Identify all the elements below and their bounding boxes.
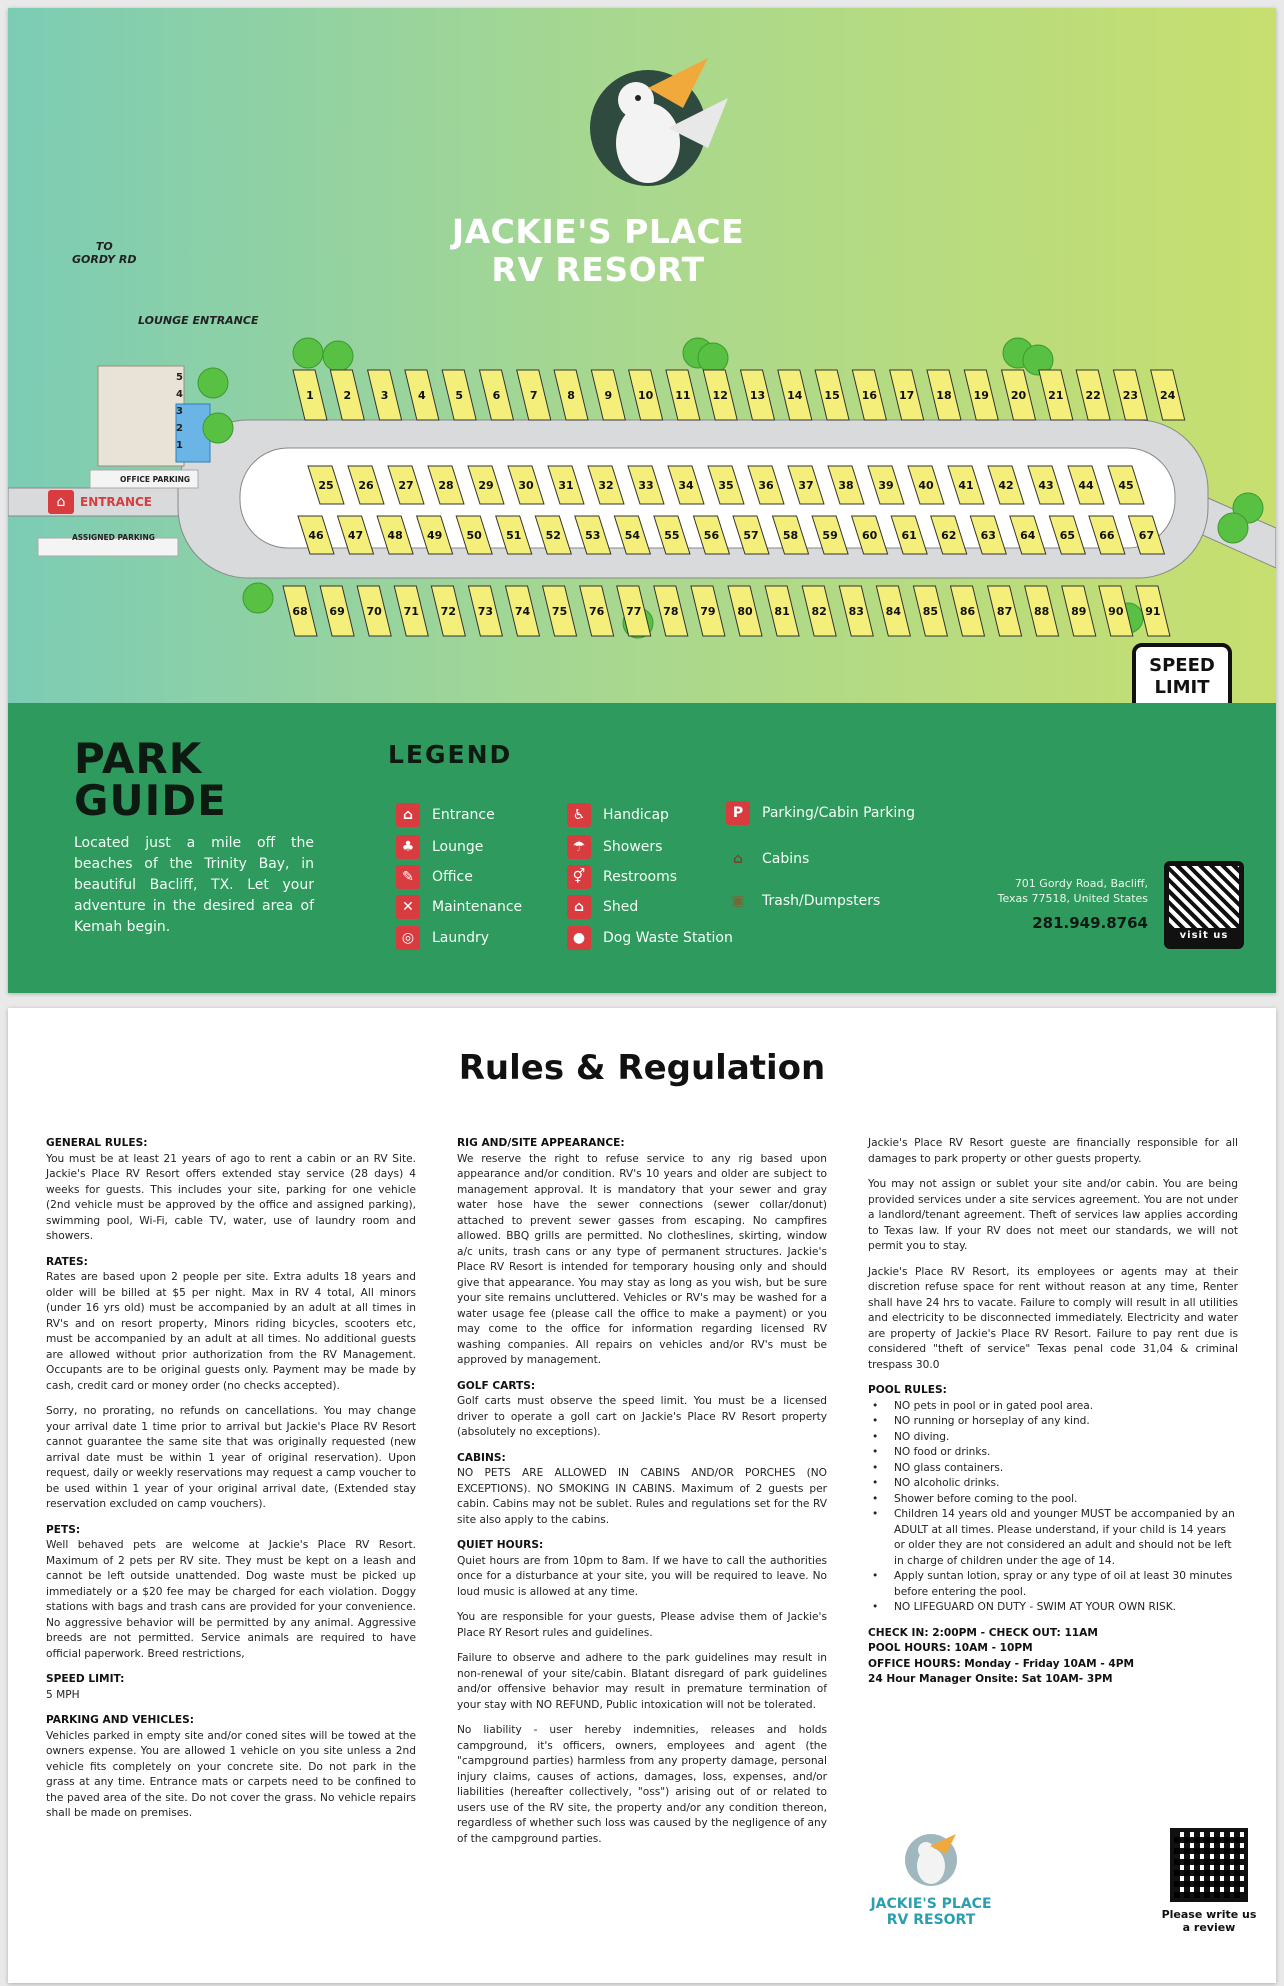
legend-item bbox=[726, 846, 809, 872]
legend-label: Trash/Dumpsters bbox=[762, 893, 881, 909]
to-gordy-rd-label bbox=[72, 240, 137, 266]
rv-site-number: 14 bbox=[787, 389, 803, 402]
rv-site-number: 9 bbox=[604, 389, 613, 402]
office-icon: ✎ bbox=[396, 865, 420, 889]
rv-site-number: 56 bbox=[703, 529, 720, 542]
rv-site bbox=[1002, 370, 1036, 420]
speed-limit-heading: SPEED LIMIT: bbox=[46, 1673, 125, 1685]
dog-waste-icon: ● bbox=[567, 926, 591, 950]
rv-site-number: 7 bbox=[529, 389, 538, 402]
rv-site bbox=[1151, 370, 1185, 420]
rv-site-number: 80 bbox=[737, 605, 753, 618]
rig-heading: RIG AND/SITE APPEARANCE: bbox=[457, 1137, 625, 1149]
legend-item bbox=[396, 802, 495, 828]
legend-item bbox=[396, 834, 483, 860]
rv-site bbox=[654, 586, 688, 636]
rv-site-number: 4 bbox=[418, 389, 426, 402]
rv-site bbox=[357, 586, 391, 636]
legend-item bbox=[567, 864, 677, 890]
rv-site-number: 30 bbox=[518, 479, 534, 492]
phone-number[interactable]: 281.949.8764 bbox=[1032, 914, 1148, 932]
address bbox=[968, 876, 1148, 906]
parking-text: Vehicles parked in empty site and/or coned sites will be towed at the owners expense. You are allowed 1 vehicle on you site unless a 2nd vehicle fits completely on your concrete site. Do not park in the grass at any time. Entrance mats or carpets need to be confined to the paved area of the site. Do not cover the grass. No vehicle repairs shall be made on premises. bbox=[46, 1729, 416, 1819]
pets-text: Well behaved pets are welcome at Jackie's Place RV Resort. Maximum of 2 pets per RV site. They must be kept on a leash and cannot be left outside unattended. Dog waste must be picked up immediately or a $20 fee may be charged for each violation. Doggy stations with bags and trash cans are provided for your convenience. No aggressive behavior will be permitted by any animal. Aggressive breeds are not permitted. Service animals are required to have official paperwork. Breed restrictions, bbox=[46, 1539, 416, 1660]
rv-site bbox=[394, 586, 428, 636]
address-line2: Texas 77518, United States bbox=[997, 892, 1148, 905]
rv-site-number: 48 bbox=[387, 529, 403, 542]
pool-rule-item: • Apply suntan lotion, spray or any type of oil at least 30 minutes before entering the pool. bbox=[868, 1569, 1238, 1600]
bottom-logo-line1: JACKIE'S PLACE bbox=[870, 1896, 992, 1912]
rv-site bbox=[517, 370, 551, 420]
rv-site-number: 34 bbox=[678, 479, 694, 492]
rv-site bbox=[591, 370, 625, 420]
tree bbox=[323, 341, 353, 371]
rv-site-number: 74 bbox=[514, 605, 531, 618]
handicap-icon: ♿ bbox=[567, 803, 591, 827]
hours-line: OFFICE HOURS: Monday - Friday 10AM - 4PM bbox=[868, 1657, 1135, 1670]
rv-site-number: 67 bbox=[1138, 529, 1155, 542]
rules-column-3 bbox=[868, 1136, 1238, 1688]
assigned-parking-label: ASSIGNED PARKING bbox=[72, 533, 155, 542]
parking-heading: PARKING AND VEHICLES: bbox=[46, 1714, 194, 1726]
rv-site-number: 60 bbox=[861, 529, 878, 542]
rv-site bbox=[320, 586, 354, 636]
rv-site-number: 89 bbox=[1071, 605, 1087, 618]
rv-site-number: 41 bbox=[958, 479, 974, 492]
rv-site-number: 72 bbox=[440, 605, 456, 618]
showers-icon: ☂ bbox=[567, 835, 591, 859]
hours-line: CHECK IN: 2:00PM - CHECK OUT: 11AM bbox=[868, 1626, 1098, 1639]
rv-site-number: 64 bbox=[1020, 529, 1036, 542]
rv-site-number: 62 bbox=[941, 529, 957, 542]
quiet-hours-heading: QUIET HOURS: bbox=[457, 1539, 544, 1551]
pets-heading: PETS: bbox=[46, 1523, 81, 1536]
rv-site bbox=[293, 370, 327, 420]
pool-rule-item: • Shower before coming to the pool. bbox=[868, 1492, 1238, 1508]
rules-column-2 bbox=[457, 1136, 827, 1851]
legend-label: Entrance bbox=[432, 807, 495, 823]
general-rules-heading: GENERAL RULES: bbox=[46, 1137, 148, 1149]
rv-site-number: 31 bbox=[558, 479, 574, 492]
rv-site bbox=[815, 370, 849, 420]
rv-site bbox=[951, 586, 985, 636]
rv-site-number: 61 bbox=[901, 529, 917, 542]
pelican-logo bbox=[590, 58, 728, 186]
bottom-logo-line2: RV RESORT bbox=[886, 1912, 976, 1928]
hours-line: 24 Hour Manager Onsite: Sat 10AM- 3PM bbox=[868, 1673, 1113, 1685]
rv-sites bbox=[283, 370, 1185, 636]
rv-site-number: 54 bbox=[624, 529, 641, 542]
rv-site-number: 6 bbox=[492, 389, 501, 402]
rv-site-number: 73 bbox=[477, 605, 494, 618]
rv-site-number: 87 bbox=[996, 605, 1013, 618]
golf-carts-heading: GOLF CARTS: bbox=[457, 1379, 536, 1392]
legend-label: Office bbox=[432, 869, 473, 885]
bottom-logo bbox=[866, 1828, 996, 1928]
rv-site bbox=[1062, 586, 1096, 636]
rv-site-number: 13 bbox=[749, 389, 766, 402]
rv-site bbox=[988, 586, 1022, 636]
rv-site-number: 25 bbox=[318, 479, 334, 492]
rv-site bbox=[554, 370, 588, 420]
speed-limit-line1: SPEED bbox=[1149, 655, 1215, 676]
rv-site-number: 70 bbox=[366, 605, 382, 618]
rv-site bbox=[580, 586, 614, 636]
rv-site-number: 11 bbox=[675, 389, 691, 402]
rv-site-number: 65 bbox=[1059, 529, 1076, 542]
rv-site-number: 59 bbox=[822, 529, 838, 542]
rv-site-number: 5 bbox=[455, 389, 463, 402]
rv-site-number: 37 bbox=[798, 479, 814, 492]
rv-site bbox=[283, 586, 317, 636]
rv-site-number: 29 bbox=[478, 479, 494, 492]
rv-site bbox=[405, 370, 439, 420]
hours-line: POOL HOURS: 10AM - 10PM bbox=[868, 1642, 1033, 1654]
pool-rule-item: • Children 14 years old and younger MUST be accompanied by an ADULT at all times. Please understand, if your child is 14 years or older they are not considered an adult and should not be left in charge of children under the age of 14. bbox=[868, 1507, 1238, 1569]
rv-site-number: 49 bbox=[426, 529, 443, 542]
rv-site-number: 20 bbox=[1010, 389, 1027, 402]
rv-site-number: 77 bbox=[626, 605, 642, 618]
rv-site bbox=[666, 370, 700, 420]
laundry-icon: ◎ bbox=[396, 926, 420, 950]
rv-site-number: 24 bbox=[1160, 389, 1176, 402]
rv-site-number: 39 bbox=[878, 479, 894, 492]
rv-site bbox=[1076, 370, 1110, 420]
site-map bbox=[8, 8, 1276, 708]
park-guide-line2: GUIDE bbox=[74, 776, 227, 825]
legend-label: Shed bbox=[603, 899, 639, 915]
rv-site-number: 1 bbox=[306, 389, 314, 402]
rv-site bbox=[368, 370, 402, 420]
qr-code-icon bbox=[1169, 866, 1239, 928]
park-guide-title bbox=[74, 734, 227, 825]
legend-label: Restrooms bbox=[603, 869, 678, 885]
rv-site-number: 55 bbox=[664, 529, 680, 542]
legend-item bbox=[567, 834, 662, 860]
rv-site bbox=[1113, 370, 1147, 420]
rv-site-number: 78 bbox=[663, 605, 679, 618]
rates-heading: RATES: bbox=[46, 1255, 88, 1268]
rv-site-number: 69 bbox=[329, 605, 345, 618]
rv-site-number: 15 bbox=[824, 389, 840, 402]
rv-site-number: 35 bbox=[718, 479, 734, 492]
trash-icon: ▣ bbox=[731, 893, 745, 909]
lounge-building bbox=[98, 366, 184, 466]
rv-site bbox=[802, 586, 836, 636]
tree bbox=[698, 343, 728, 373]
rv-site bbox=[330, 370, 364, 420]
to-label: TO bbox=[95, 240, 113, 253]
legend-item bbox=[567, 802, 669, 828]
cabins-text: NO PETS ARE ALLOWED IN CABINS AND/OR PORCHES (NO EXCEPTIONS). NO SMOKING IN CABINS. Maximum of 2 guests per cabin. Cabins may not be sublet. Rules and regulations set for the RV site also apply to the cabins. bbox=[457, 1467, 827, 1526]
pool-rule-item: • NO LIFEGUARD ON DUTY - SWIM AT YOUR OWN RISK. bbox=[868, 1600, 1238, 1616]
review-caption: Please write us a review bbox=[1161, 1908, 1257, 1934]
entrance-marker bbox=[48, 490, 152, 514]
tree bbox=[293, 338, 323, 368]
lounge-icon: ♣ bbox=[396, 835, 420, 859]
rv-site-number: 57 bbox=[743, 529, 759, 542]
legend-item bbox=[396, 925, 489, 951]
rv-site-number: 53 bbox=[585, 529, 601, 542]
rv-site bbox=[890, 370, 924, 420]
maintenance-icon: ✕ bbox=[396, 895, 420, 919]
rv-site bbox=[913, 586, 947, 636]
quiet-hours-text: Quiet hours are from 10pm to 8am. If we have to call the authorities once for a disturbance at your site, you will be required to leave. No loud music is allowed at any time. bbox=[457, 1554, 827, 1598]
cabins-heading: CABINS: bbox=[457, 1451, 506, 1464]
speed-limit-line2: LIMIT bbox=[1154, 677, 1210, 698]
legend-label: Showers bbox=[603, 839, 663, 855]
pelican-logo-small bbox=[896, 1828, 966, 1888]
rv-site-number: 27 bbox=[398, 479, 414, 492]
legend-label: Maintenance bbox=[432, 899, 523, 915]
legend-item bbox=[726, 888, 880, 914]
pool-rules-heading: POOL RULES: bbox=[868, 1384, 947, 1396]
rv-site-number: 91 bbox=[1145, 605, 1161, 618]
rv-site bbox=[629, 370, 663, 420]
rv-site-number: 86 bbox=[959, 605, 976, 618]
rv-site-number: 18 bbox=[936, 389, 952, 402]
legend-item bbox=[567, 894, 638, 920]
legend-label: Dog Waste Station bbox=[603, 930, 733, 946]
rv-site bbox=[1025, 586, 1059, 636]
rv-site-number: 3 bbox=[380, 389, 389, 402]
visit-us-qr-code[interactable] bbox=[1164, 861, 1244, 949]
rv-site-number: 36 bbox=[758, 479, 774, 492]
rv-site-number: 66 bbox=[1099, 529, 1115, 542]
rv-site-number: 84 bbox=[885, 605, 901, 618]
legend-title: LEGEND bbox=[388, 740, 513, 769]
rv-site-number: 44 bbox=[1078, 479, 1094, 492]
office-parking-label: OFFICE PARKING bbox=[120, 475, 191, 484]
rules-sheet bbox=[8, 1008, 1276, 1983]
building-number: 5 bbox=[176, 372, 183, 383]
gordy-rd-label: GORDY RD bbox=[72, 253, 137, 266]
rv-site bbox=[1039, 370, 1073, 420]
address-line1: 701 Gordy Road, Bacliff, bbox=[1014, 877, 1148, 890]
rv-site bbox=[543, 586, 577, 636]
resort-name-line2: RV RESORT bbox=[491, 250, 705, 289]
entrance-label: ENTRANCE bbox=[80, 495, 152, 509]
tree bbox=[203, 413, 233, 443]
general-rules-text: You must be at least 21 years of ago to rent a cabin or an RV Site. Jackie's Place RV Resort offers extended stay service (28 days) 4 weeks for guests. This includes your site, parking for one vehicle (2nd vehicle must be approved by the office and assigned parking), swimming pool, Wi-Fi, cable TV, water, use of laundry room and showers. bbox=[46, 1152, 416, 1242]
pool-rule-item: • NO glass containers. bbox=[868, 1461, 1238, 1477]
legend-label: Parking/Cabin Parking bbox=[762, 805, 915, 821]
park-guide-description: Located just a mile off the beaches of the Trinity Bay, in beautiful Bacliff, TX. Let your adventure in the desired area of Kemah begin. bbox=[74, 835, 314, 935]
rv-site-number: 10 bbox=[637, 389, 654, 402]
rig-text: We reserve the right to refuse service to any rig based upon appearance and/or condition. RV's 10 years and older are subject to management approval. It is mandatory that your sewer and gray water hose have the sewer connections (sewer collar/donut) attached to prevent sewer gasses from escaping. No campfires allowed. BBQ grills are permitted. No clotheslines, skirting, window a/c units, trash cans or any type of permanent structures. Jackie's Place RV Resort is intended for temporary housing only and should give that appearance. You may stay as long as you wish, but be sure your site remains uncluttered. Vehicles or RV's may be washed for a water usage fee (please call the office to make a payment) or you may come to the office for information regarding licensed RV washing companies. All repairs on vehicles and/or RV's must be approved by management. bbox=[457, 1152, 827, 1366]
rv-site bbox=[964, 370, 998, 420]
guests-text: You are responsible for your guests, Please advise them of Jackie's Place RY Resort rules and guidelines. bbox=[457, 1611, 827, 1639]
rv-site-number: 40 bbox=[918, 479, 934, 492]
rv-site-number: 46 bbox=[308, 529, 324, 542]
cabin-icon: ⌂ bbox=[732, 851, 744, 867]
speed-limit-text: 5 MPH bbox=[46, 1688, 80, 1701]
rv-site-number: 51 bbox=[506, 529, 522, 542]
rv-site-number: 47 bbox=[347, 529, 364, 542]
building-number: 2 bbox=[176, 423, 183, 434]
rv-site bbox=[442, 370, 476, 420]
liability-text: No liability - user hereby indemnities, releases and holds campground, it's officers, owners, employees and agent (the "campground parties) harmless from any property damage, personal injury claims, causes of actions, damages, loss, expenses, and/or liabilities (hereafter collectively, "oss") arising out of or related to users use of the RV site, the property and/or any condition thereon, regardless of whether such loss was caused by the negligence of any of the campground parties. bbox=[457, 1724, 827, 1845]
rv-site-number: 32 bbox=[598, 479, 614, 492]
rv-site-number: 82 bbox=[811, 605, 827, 618]
rv-site-number: 81 bbox=[774, 605, 790, 618]
rv-site-number: 68 bbox=[292, 605, 308, 618]
pool-rules-list bbox=[868, 1399, 1238, 1616]
rv-site bbox=[741, 370, 775, 420]
rv-site bbox=[431, 586, 465, 636]
restrooms-icon: ⚥ bbox=[567, 865, 591, 889]
rv-site bbox=[703, 370, 737, 420]
rv-site-number: 42 bbox=[998, 479, 1014, 492]
rv-site-number: 79 bbox=[700, 605, 716, 618]
rv-site-number: 28 bbox=[438, 479, 454, 492]
rules-title: Rules & Regulation bbox=[458, 1048, 826, 1088]
rv-site-number: 17 bbox=[899, 389, 915, 402]
parking-icon: P bbox=[726, 801, 750, 825]
lounge-entrance-label: LOUNGE ENTRANCE bbox=[138, 314, 259, 327]
golf-carts-text: Golf carts must observe the speed limit. You must be a licensed driver to operate a goll cart on Jackie's Place RV Resort property (absolutely no exceptions). bbox=[457, 1395, 827, 1438]
rv-site-number: 76 bbox=[589, 605, 605, 618]
refuse-text: Jackie's Place RV Resort, its employees or agents may at their discretion refuse space for rent without reason at any time, Renter shall have 24 hrs to vacate. Failure to comply will result in all utilities and electricity to be disconnected immediately. Electricity and water are property of Jackie's Place RV Resort. Failure to pay rent due is considered "theft of service" Texas penal code 31,04 & criminal trespass 30.0 bbox=[868, 1265, 1238, 1371]
legend-label: Laundry bbox=[432, 930, 490, 946]
rv-site-number: 71 bbox=[403, 605, 419, 618]
resort-name bbox=[388, 213, 808, 289]
rv-site bbox=[728, 586, 762, 636]
rv-site-number: 23 bbox=[1122, 389, 1139, 402]
hours-list bbox=[868, 1626, 1238, 1688]
entrance-icon: ⌂ bbox=[396, 803, 420, 827]
rv-site-number: 88 bbox=[1034, 605, 1050, 618]
sublet-text: You may not assign or sublet your site and/or cabin. You are being provided services under a site services agreement. You are not under a landlord/tenant agreement. Theft of services law applies according to Texas law. If your RV does not meet our standards, we will not permit you to stay. bbox=[868, 1178, 1238, 1252]
legend-item bbox=[396, 864, 473, 890]
financial-text: Jackie's Place RV Resort gueste are financially responsible for all damages to park property or other guests property. bbox=[868, 1137, 1238, 1165]
rv-site-number: 21 bbox=[1048, 389, 1064, 402]
building-number: 3 bbox=[176, 406, 183, 417]
rv-site-number: 45 bbox=[1118, 479, 1134, 492]
legend-item bbox=[726, 800, 915, 826]
legend-item bbox=[567, 925, 733, 951]
rv-site-number: 63 bbox=[980, 529, 996, 542]
rv-site bbox=[778, 370, 812, 420]
pool-rule-item: • NO pets in pool or in gated pool area. bbox=[868, 1399, 1238, 1415]
tree bbox=[1218, 513, 1248, 543]
review-qr-code[interactable] bbox=[1170, 1828, 1248, 1902]
rv-site bbox=[691, 586, 725, 636]
pool-rule-item: • NO food or drinks. bbox=[868, 1445, 1238, 1461]
rv-site bbox=[468, 586, 502, 636]
park-map-sheet bbox=[8, 8, 1276, 993]
pool-rule-item: • NO alcoholic drinks. bbox=[868, 1476, 1238, 1492]
rv-site-number: 33 bbox=[638, 479, 654, 492]
qr-caption: visit us bbox=[1179, 930, 1229, 941]
rates-text: Rates are based upon 2 people per site. Extra adults 18 years and older will be billed at $5 per night. Max in RV 4 total, All minors (under 16 yrs old) must be accompanied by an adult at all times in RV's and on resort property, Minors riding bicycles, scooters etc, must be accompanied by an adult at all times. No additional guests are allowed without prior authorization from the RV Management. Occupants are to be original guests only. Payment may be made by cash, credit card or money order (no checks accepted). bbox=[46, 1271, 416, 1392]
shed-icon: ⌂ bbox=[567, 895, 591, 919]
resort-name-line1: JACKIE'S PLACE bbox=[451, 212, 745, 251]
rv-site bbox=[765, 586, 799, 636]
legend-label: Handicap bbox=[603, 807, 669, 823]
rv-site-number: 8 bbox=[567, 389, 575, 402]
legend-item bbox=[396, 894, 522, 920]
pool-rule-item: • NO running or horseplay of any kind. bbox=[868, 1414, 1238, 1430]
rv-site-number: 85 bbox=[922, 605, 939, 618]
rv-site-number: 38 bbox=[838, 479, 854, 492]
rv-site bbox=[479, 370, 513, 420]
rv-site-number: 52 bbox=[545, 529, 561, 542]
legend-label: Lounge bbox=[432, 839, 484, 855]
rv-site-number: 90 bbox=[1108, 605, 1124, 618]
rv-site bbox=[506, 586, 540, 636]
rv-site bbox=[927, 370, 961, 420]
rv-site bbox=[852, 370, 886, 420]
rv-site-number: 75 bbox=[551, 605, 568, 618]
rv-site bbox=[839, 586, 873, 636]
rv-site-number: 26 bbox=[358, 479, 374, 492]
rv-site-number: 12 bbox=[712, 389, 728, 402]
rules-column-1 bbox=[46, 1136, 416, 1826]
rv-site-number: 83 bbox=[848, 605, 864, 618]
rv-site-number: 16 bbox=[861, 389, 878, 402]
rv-site-number: 50 bbox=[466, 529, 482, 542]
rv-site bbox=[876, 586, 910, 636]
rv-site-number: 19 bbox=[973, 389, 989, 402]
tree bbox=[243, 583, 273, 613]
entrance-icon: ⌂ bbox=[48, 490, 74, 514]
rv-site-number: 2 bbox=[343, 389, 352, 402]
rv-site-number: 43 bbox=[1038, 479, 1054, 492]
cancellation-text: Sorry, no prorating, no refunds on cancellations. You may change your arrival date 1 time prior to arrival but Jackie's Place RV Resort cannot guarantee the same site that was originally requested (new arrival date must be within 1 year of original reservation). Upon request, daily or weekly reservations may request a camp voucher to be used within 1 year of your original arrival date, (Extended stay reservation excluded on camp vouchers). bbox=[46, 1405, 416, 1510]
park-guide-line1: PARK bbox=[74, 734, 203, 783]
pool-rule-item: • NO diving. bbox=[868, 1430, 1238, 1446]
building-number: 4 bbox=[176, 389, 183, 400]
legend-label: Cabins bbox=[762, 851, 810, 867]
rv-site-number: 58 bbox=[782, 529, 799, 542]
building-number: 1 bbox=[176, 440, 183, 451]
tree bbox=[198, 368, 228, 398]
failure-text: Failure to observe and adhere to the park guidelines may result in non-renewal of your site/cabin. Blatant disregard of park guidelines and/or offensive behavior may result in premature termination of your stay with NO REFUND, Public intoxication will not be tolerated. bbox=[457, 1652, 827, 1711]
rv-site-number: 22 bbox=[1085, 389, 1101, 402]
